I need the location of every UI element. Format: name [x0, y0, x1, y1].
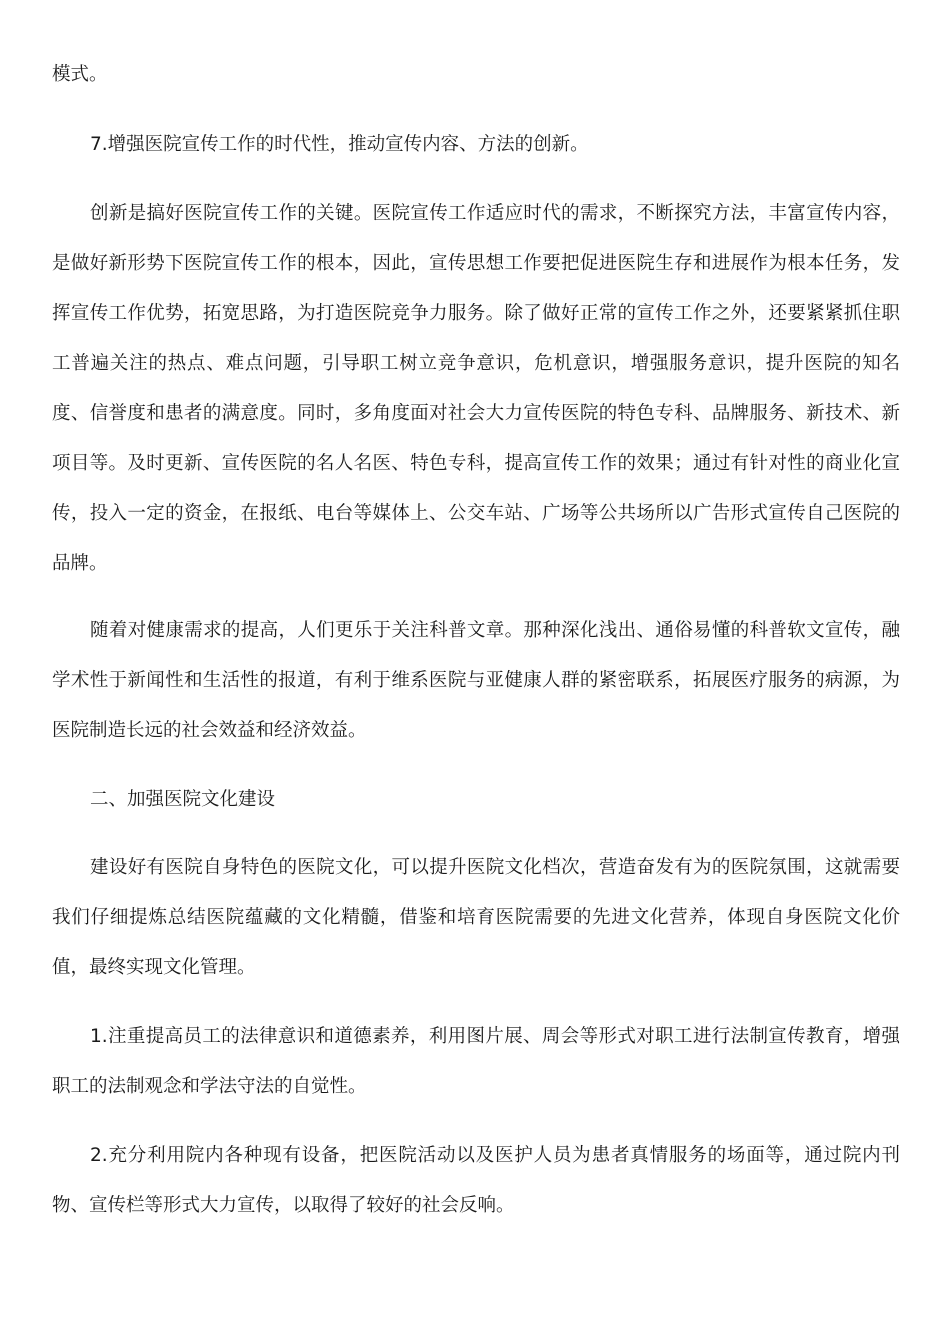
paragraph-innovation: 创新是搞好医院宣传工作的关键。医院宣传工作适应时代的需求，不断探究方法，丰富宣传内容，是做好新形势下医院宣传工作的根本，因此，宣传思想工作要把促进医院生存和进展作为根本任务，发挥宣传工作优势，拓宽思路，为打造医院竞争力服务。除了做好正常的宣传工作之外，还要紧紧抓住职工普遍关注的热点、难点问题，引导职工树立竞争意识，危机意识，增强服务意识，提升医院的知名度、信誉度和患者的满意度。同时，多角度面对社会大力宣传医院的特色专科、品牌服务、新技术、新项目等。及时更新、宣传医院的名人名医、特色专科，提高宣传工作的效果；通过有针对性的商业化宣传，投入一定的资金，在报纸、电台等媒体上、公交车站、广场等公共场所以广告形式宣传自己医院的品牌。	[52, 203, 900, 574]
section-heading-culture: 二、加强医院文化建设	[90, 789, 276, 810]
paragraph-item-1: 1.注重提高员工的法律意识和道德素养，利用图片展、周会等形式对职工进行法制宣传教育，增强职工的法制观念和学法守法的自觉性。	[52, 1026, 900, 1097]
paragraph-health-science: 随着对健康需求的提高，人们更乐于关注科普文章。那种深化浅出、通俗易懂的科普软文宣传，融学术性于新闻性和生活性的报道，有利于维系医院与亚健康人群的紧密联系，拓展医疗服务的病源，为医院制造长远的社会效益和经济效益。	[52, 620, 900, 741]
paragraph-item-2: 2.充分利用院内各种现有设备，把医院活动以及医护人员为患者真情服务的场面等，通过院内刊物、宣传栏等形式大力宣传，以取得了较好的社会反响。	[52, 1145, 900, 1216]
paragraph-culture-building: 建设好有医院自身特色的医院文化，可以提升医院文化档次，营造奋发有为的医院氛围，这就需要我们仔细提炼总结医院蕴藏的文化精髓，借鉴和培育医院需要的先进文化营养，体现自身医院文化价值，最终实现文化管理。	[52, 857, 900, 978]
paragraph-continuation: 模式。	[52, 64, 108, 85]
paragraph-item-7: 7.增强医院宣传工作的时代性，推动宣传内容、方法的创新。	[90, 134, 589, 155]
